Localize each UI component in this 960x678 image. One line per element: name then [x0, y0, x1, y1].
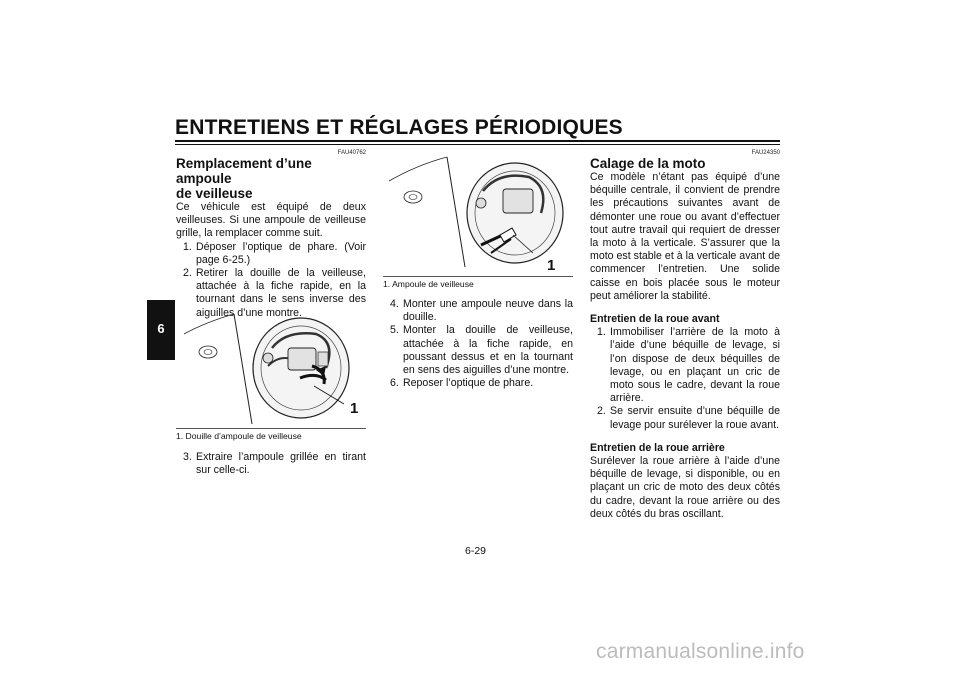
figure-bulb-socket [176, 308, 366, 426]
header-rule [175, 140, 780, 142]
watermark: carmanualsonline.info [596, 640, 805, 663]
section-heading: Calage de la moto [590, 156, 706, 171]
list-item: 6. Reposer l’optique de phare. [390, 377, 534, 390]
chapter-tab [147, 300, 175, 360]
caption-rule [176, 428, 366, 429]
section-code: FAU40762 [337, 150, 366, 156]
header-rule-thin [175, 144, 780, 145]
figure-callout-1: 1 [350, 400, 359, 417]
column-1-continued [176, 451, 366, 477]
figure-caption: 1. Ampoule de veilleuse [383, 279, 474, 289]
figure-callout-1: 1 [547, 257, 556, 274]
page-title: ENTRETIENS ET RÉGLAGES PÉRIODIQUES [175, 116, 623, 139]
section-heading: Remplacement d’une ampoule de veilleuse [176, 156, 312, 201]
list-item: 3. Extraire l’ampoule grillée en tirant sur celle-ci. [183, 451, 366, 477]
figure-bulb [383, 153, 573, 274]
list-item: 2. Retirer la douille de la veilleuse, attachée à la fiche rapide, en la tournant dans le sens inverse des aiguilles d’une montre. [183, 267, 366, 319]
figure-caption: 1. Douille d’ampoule de veilleuse [176, 431, 302, 441]
column-3 [590, 150, 780, 521]
headlight-diagram [176, 308, 366, 426]
list-item: 2. Se servir ensuite d’une béquille de levage pour surélever la roue avant. [597, 405, 780, 431]
column-2 [383, 298, 573, 390]
section-intro: Ce modèle n’étant pas équipé d’une béquille centrale, il convient de prendre les précautions suivantes avant de démonter une roue ou avant d’effectuer tout autre travail qui requiert de dresser la moto à la verticale. S’assurer que la moto est stable et à la verticale avant de commencer l’entretien. Une solide caisse en bois placée sous le moteur peut améliorer la stabilité. [590, 171, 780, 302]
subheading-front: Entretien de la roue avant [590, 313, 720, 326]
list-item: 4. Monter une ampoule neuve dans la douille. [390, 298, 573, 324]
subheading-rear: Entretien de la roue arrière [590, 441, 725, 454]
list-item: 5. Monter la douille de veilleuse, attachée à la fiche rapide, en poussant dessus et en la tournant en sens des aiguilles d’une montre. [390, 324, 573, 377]
list-item: 1. Immobiliser l’arrière de la moto à l’aide d’une béquille de levage, si l’on dispose de deux béquilles de levage, ou en plaçant un cric de moto sous le cadre, devant la roue arrière. [597, 326, 780, 405]
column-1 [176, 150, 366, 320]
page-number: 6-29 [465, 545, 487, 557]
chapter-number: 6 [157, 321, 165, 336]
list-item: 1. Déposer l’optique de phare. (Voir page 6-25.) [183, 240, 366, 266]
bulb-diagram [383, 153, 573, 271]
section-intro: Ce véhicule est équipé de deux veilleuses. Si une ampoule de veilleuse grille, la remplacer comme suit. [176, 201, 366, 240]
caption-rule [383, 276, 573, 277]
rear-text: Surélever la roue arrière à l’aide d’une béquille de levage, si disponible, ou en plaçant un cric de moto des deux côtés du cadre, devant la roue arrière ou des deux côtés du bras oscillant. [590, 455, 780, 520]
section-code: FAU24350 [751, 150, 780, 156]
